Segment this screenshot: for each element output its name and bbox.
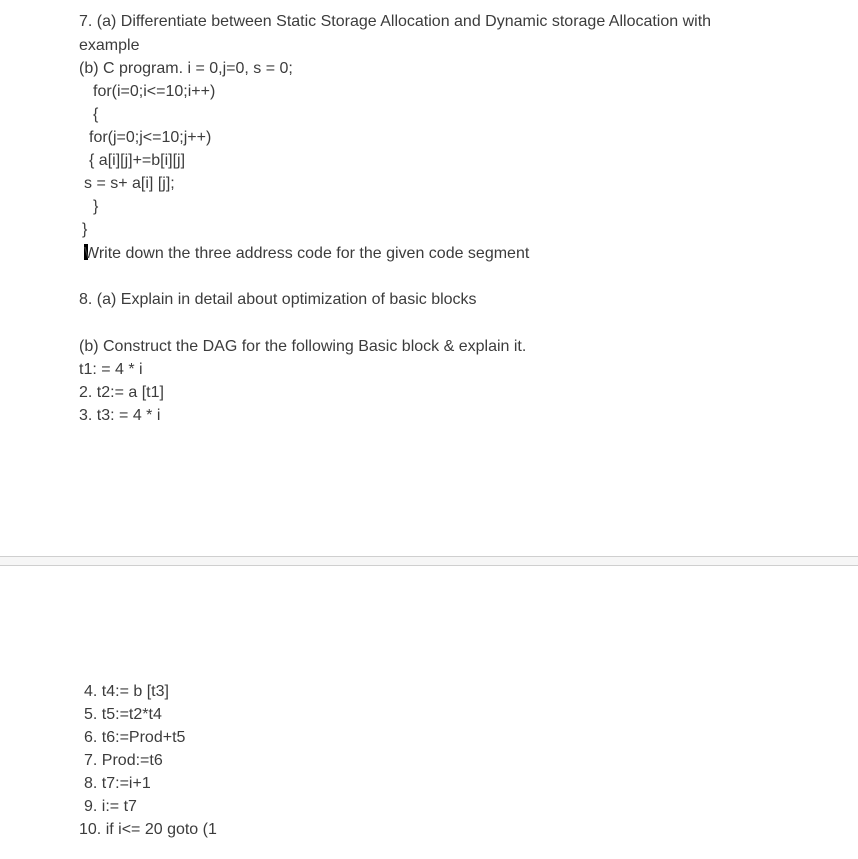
q7-instruction-text: Write down the three address code for the given code segment (84, 245, 530, 262)
dag-step: t1: = 4 * i (79, 361, 143, 378)
q7-b-intro: (b) C program. i = 0,j=0, s = 0; (79, 60, 293, 77)
dag-step: 10. if i<= 20 goto (1 (79, 821, 217, 838)
dag-step: 4. t4:= b [t3] (84, 683, 169, 700)
q7-instruction (84, 244, 529, 264)
code-line: for(j=0;j<=10;j++) (89, 129, 212, 146)
code-line: } (82, 221, 88, 238)
code-line: { a[i][j]+=b[i][j] (89, 152, 186, 169)
code-line: { (93, 106, 99, 123)
dag-step: 8. t7:=i+1 (84, 775, 151, 792)
dag-step: 5. t5:=t2*t4 (84, 706, 162, 723)
page-separator (0, 556, 858, 566)
q7-a-line-1: 7. (a) Differentiate between Static Storage Allocation and Dynamic storage Allocation with (79, 13, 712, 30)
q7-a-line-2: example (79, 37, 140, 54)
dag-step: 6. t6:=Prod+t5 (84, 729, 186, 746)
q8-a: 8. (a) Explain in detail about optimization of basic blocks (79, 291, 477, 308)
code-line: s = s+ a[i] [j]; (84, 175, 175, 192)
dag-step: 3. t3: = 4 * i (79, 407, 161, 424)
document-page-2 (0, 566, 858, 859)
dag-step: 2. t2:= a [t1] (79, 384, 164, 401)
q8-b: (b) Construct the DAG for the following Basic block & explain it. (79, 338, 527, 355)
code-line: } (93, 198, 99, 215)
dag-step: 7. Prod:=t6 (84, 752, 163, 769)
code-line: for(i=0;i<=10;i++) (93, 83, 216, 100)
dag-step: 9. i:= t7 (84, 798, 137, 815)
